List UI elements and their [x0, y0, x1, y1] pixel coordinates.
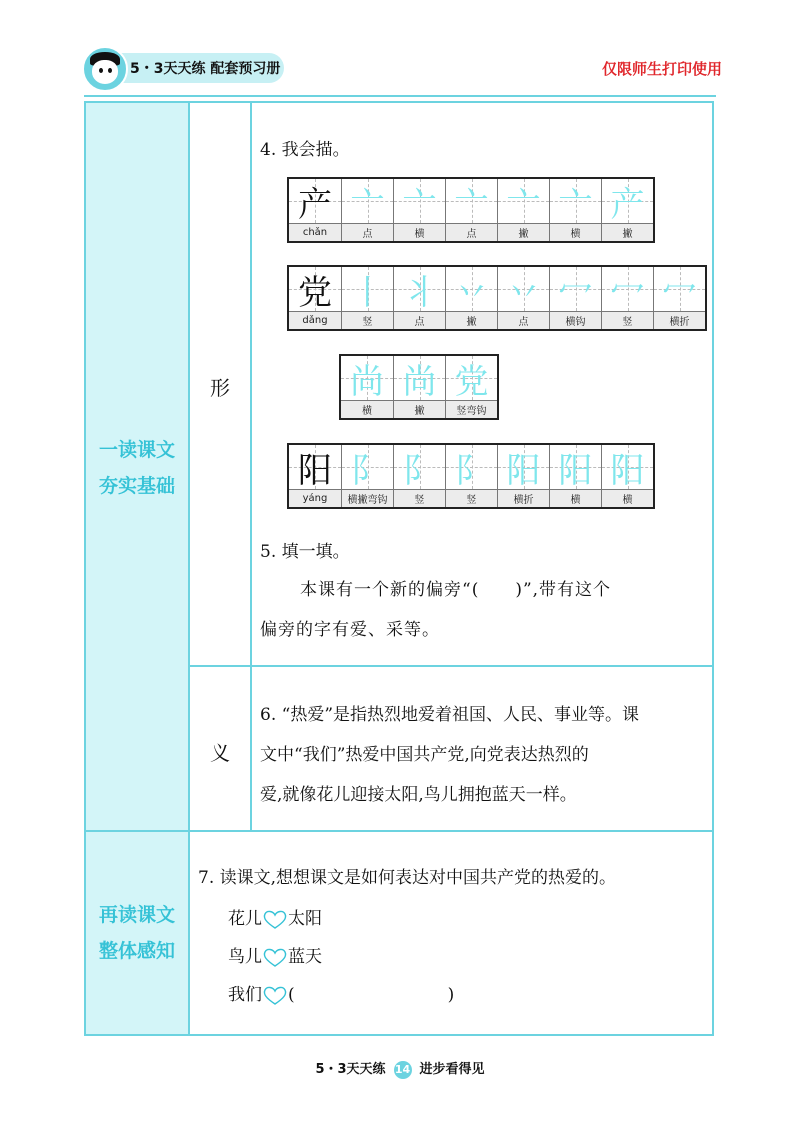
q6-line2: 文中“我们”热爱中国共产党,向党表达热烈的: [260, 745, 589, 765]
row-divider-1: [188, 665, 714, 667]
stroke-step[interactable]: 尚 横: [341, 356, 393, 418]
header-title: 5・3天天练 配套预习册: [130, 61, 281, 77]
q7-row-2: 鸟儿 蓝天: [228, 947, 322, 967]
grid-main-char: 党 dǎng: [289, 267, 341, 329]
stroke-grid-chan: [287, 177, 655, 243]
stroke-step[interactable]: 尚 撇: [393, 356, 445, 418]
stroke-step[interactable]: 阝 竖: [393, 445, 445, 507]
stroke-step[interactable]: 党 竖弯钩: [445, 356, 497, 418]
stroke-step[interactable]: 亠 点: [341, 179, 393, 241]
stroke-step[interactable]: 亠 横: [393, 179, 445, 241]
stroke-grid-dang: [287, 265, 707, 331]
stroke-step[interactable]: 阝 横撇弯钩: [341, 445, 393, 507]
stroke-step[interactable]: 丨 竖: [341, 267, 393, 329]
section-yi: 义: [210, 741, 230, 765]
stroke-step[interactable]: 亠 撇: [497, 179, 549, 241]
stroke-step[interactable]: 阳 横: [549, 445, 601, 507]
stroke-step[interactable]: 冖 横钩: [549, 267, 601, 329]
q6-line1: 6. “热爱”是指热烈地爱着祖国、人民、事业等。课: [260, 705, 640, 725]
stroke-grid-dang-continued: [339, 354, 499, 420]
q7-title: 7. 读课文,想想课文是如何表达对中国共产党的热爱的。: [198, 868, 617, 888]
stroke-step[interactable]: 冖 竖: [601, 267, 653, 329]
stroke-step[interactable]: 阳 横: [601, 445, 653, 507]
q5-title: 5. 填一填。: [260, 542, 350, 562]
heart-icon: [262, 948, 288, 968]
q4-title: 4. 我会描。: [260, 140, 350, 160]
section-xing: 形: [210, 376, 230, 400]
heart-icon: [262, 986, 288, 1006]
header-notice: 仅限师生打印使用: [601, 60, 722, 78]
stroke-grid-yang: [287, 443, 655, 509]
q7-row-1: 花儿 太阳: [228, 909, 322, 929]
q7-answer-blank[interactable]: ( ): [288, 985, 455, 1005]
heart-icon: [262, 910, 288, 930]
stroke-step[interactable]: 产 撇: [601, 179, 653, 241]
page-number: 14: [394, 1061, 412, 1079]
grid-main-char: 阳 yáng: [289, 445, 341, 507]
q7-row-3: 我们 ( ): [228, 985, 455, 1005]
stroke-step[interactable]: 亠 横: [549, 179, 601, 241]
section-read1: 一读课文 夯实基础: [98, 439, 175, 497]
column-divider-1: [188, 103, 190, 1034]
stroke-step[interactable]: 冖 横折: [653, 267, 705, 329]
header-divider: [84, 95, 716, 97]
column-divider-2: [250, 103, 252, 830]
stroke-step[interactable]: 丷 点: [497, 267, 549, 329]
stroke-step[interactable]: 亠 点: [445, 179, 497, 241]
q6-line3: 爱,就像花儿迎接太阳,鸟儿拥抱蓝天一样。: [260, 785, 577, 805]
mascot-icon: [82, 46, 128, 92]
row-divider-2: [86, 830, 714, 832]
footer: 5・3天天练 14 进步看得见: [315, 1062, 485, 1077]
stroke-step[interactable]: 阳 横折: [497, 445, 549, 507]
stroke-step[interactable]: 丬 点: [393, 267, 445, 329]
q5-line2: 偏旁的字有爱、采等。: [260, 620, 440, 640]
q5-line1: 本课有一个新的偏旁“( )”,带有这个: [300, 580, 612, 600]
grid-main-char: 产 chǎn: [289, 179, 341, 241]
stroke-step[interactable]: 阝 竖: [445, 445, 497, 507]
section-read2: 再读课文 整体感知: [98, 904, 175, 962]
stroke-step[interactable]: 丷 撇: [445, 267, 497, 329]
